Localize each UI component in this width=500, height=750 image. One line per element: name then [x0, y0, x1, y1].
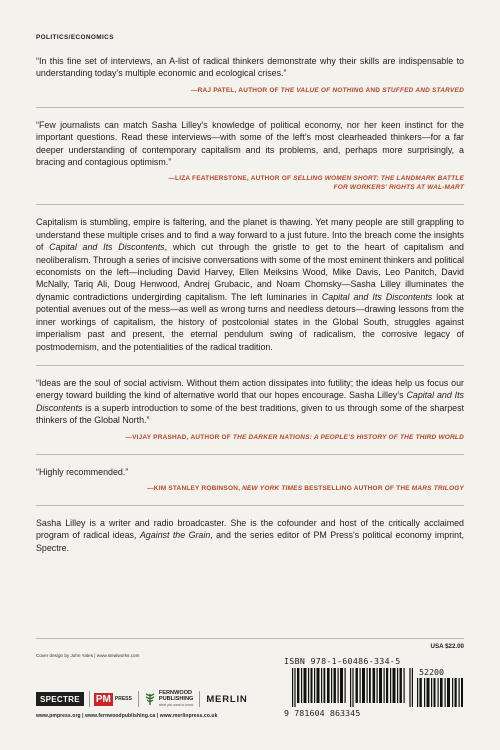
- price-label: USA $22.00: [430, 643, 464, 650]
- merlin-logo: MERLIN: [199, 691, 247, 707]
- divider: [36, 454, 464, 455]
- addon-digits: 52200: [419, 667, 444, 677]
- divider: [36, 107, 464, 108]
- blurb-patel: “In this fine set of interviews, an A-list of radical thinkers demonstrate why their skills are indispensable to understanding today’s multiple economic and ecological crises.”: [36, 56, 464, 79]
- attribution-featherstone: —LIZA FEATHERSTONE, AUTHOR OF SELLING WOMEN SHORT: THE LANDMARK BATTLE FOR WORKERS’ RIGHTS AT WAL-MART: [168, 175, 464, 192]
- back-cover-content: [36, 34, 464, 554]
- barcode-addon-icon: [417, 678, 463, 707]
- divider: [36, 638, 464, 639]
- fernwood-line2: PUBLISHING: [158, 695, 194, 702]
- blurb-featherstone: “Few journalists can match Sasha Lilley’s knowledge of political economy, nor her keen instinct for the important questions. Read these interviews—with some of the left’s most clearheaded thinkers—for a far deeper understanding of contemporary capitalism and its problems, and, perhaps more surprisingly, a bracing and contagious optimism.”: [36, 119, 464, 168]
- category-label: POLITICS/ECONOMICS: [36, 34, 114, 41]
- barcode-icon: [292, 668, 413, 707]
- isbn-label: ISBN 978-1-60486-334-5: [284, 656, 401, 666]
- fern-leaf-icon: [144, 692, 156, 706]
- publisher-logos: [36, 688, 276, 710]
- author-bio: Sasha Lilley is a writer and radio broadcaster. She is the cofounder and host of the critically acclaimed program of radical ideas, Against the Grain, and the series editor of PM Press’s political economy imprint, Spectre.: [36, 517, 464, 553]
- fernwood-line1: FERNWOOD: [158, 689, 193, 696]
- attribution-prashad: —VIJAY PRASHAD, AUTHOR OF THE DARKER NATIONS: A PEOPLE’S HISTORY OF THE THIRD WORLD: [125, 433, 464, 441]
- cover-design-credit: Cover design by John Yates | www.stealworks.com: [36, 653, 140, 658]
- book-description: Capitalism is stumbling, empire is faltering, and the planet is thawing. Yet many people are still grappling to understand these multiple crises and to find a way forward to a just future. Into the breach come the insights of Capital and Its Discontents, which cut through the gristle to get to the heart of capitalism and neoliberalism. Through a series of incisive conversations with some of the most eminent thinkers and political economists on the left—including David Harvey, Ellen Meiksins Wood, Mike Davis, Leo Panitch, David McNally, Tariq Ali, Doug Henwood, Andrej Grubacic, and Noam Chomsky—Sasha Lilley illuminates the dynamic contradictions undergirding capitalism. The left luminaries in Capital and Its Discontents look at potential avenues out of the mess—as well as wrong turns and needless detours—drawing lessons from the inner workings of capitalism, the history of postcolonial states in the Global South, struggles against imperialism past and present, the eternal pendulum swing of radicalism, the corrosive legacy of postmodernism, and the potentialities of the radical tradition.: [36, 217, 465, 352]
- pm-press-logo: [89, 691, 132, 707]
- attribution-robinson: —KIM STANLEY ROBINSON, NEW YORK TIMES BESTSELLING AUTHOR OF THE MARS TRILOGY: [147, 484, 464, 492]
- divider: [36, 365, 464, 366]
- barcode-block: [284, 656, 464, 720]
- attribution-patel: —RAJ PATEL, AUTHOR OF THE VALUE OF NOTHING AND STUFFED AND STARVED: [190, 86, 464, 94]
- fernwood-tagline: what you want to know: [158, 703, 194, 708]
- blurb-robinson: “Highly recommended.”: [36, 466, 129, 477]
- blurb-prashad: “Ideas are the soul of social activism. Without them action dissipates into futility; the ideas help us focus our energy toward building the kind of alternative world that our hopes encourage. Sasha Lilley’s Capital and Its Discontents is a superb introduction to some of the best traditions, given to us through some of the sharpest thinkers of the Global North.”: [36, 377, 464, 426]
- divider: [36, 505, 464, 506]
- divider: [36, 204, 464, 205]
- barcode-digits: 9 781604 863345: [284, 708, 361, 718]
- pm-press-word: PRESS: [114, 696, 132, 702]
- pm-mark: PM: [95, 693, 111, 705]
- fernwood-logo: [138, 691, 194, 707]
- publisher-urls: www.pmpress.org | www.fernwoodpublishing.ca | www.merlinpress.co.uk: [36, 713, 218, 719]
- spectre-logo: SPECTRE: [36, 692, 84, 706]
